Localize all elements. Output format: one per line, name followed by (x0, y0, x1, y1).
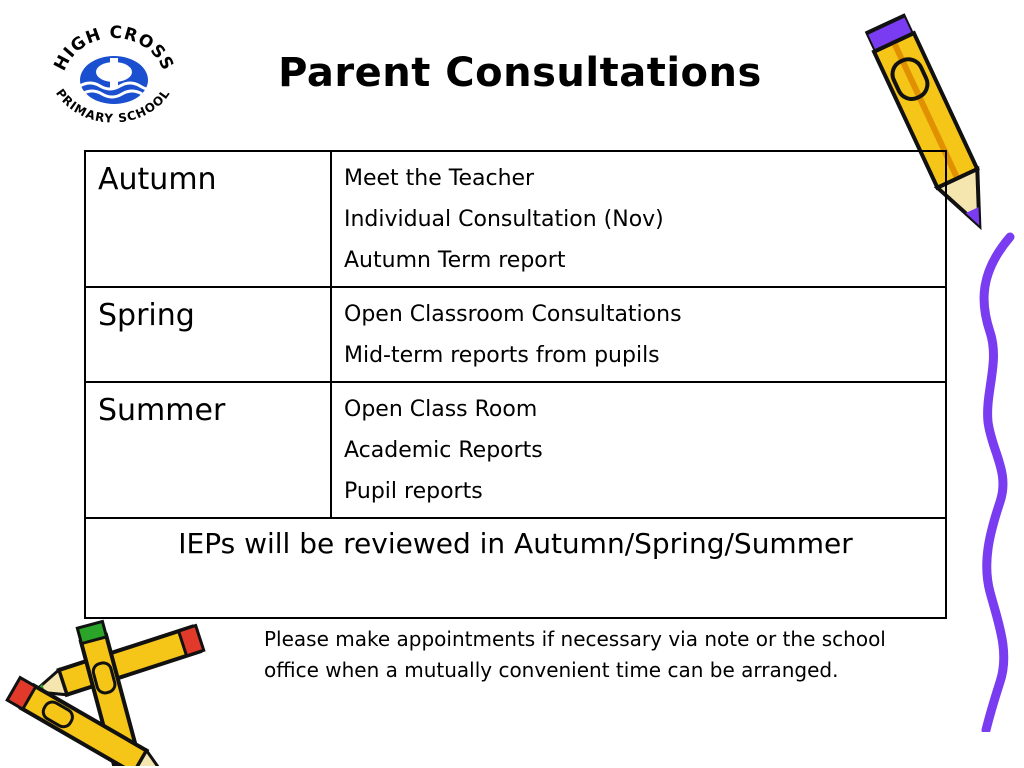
event-item: Meet the Teacher (344, 166, 535, 191)
event-item: Autumn Term report (344, 248, 566, 273)
events-cell (331, 151, 946, 287)
season-cell: Autumn (85, 151, 331, 287)
table-row (85, 518, 946, 618)
iep-review-note: IEPs will be reviewed in Autumn/Spring/Summer (85, 518, 946, 618)
events-cell (331, 287, 946, 382)
consultation-schedule-table (84, 150, 947, 619)
table-row (85, 287, 946, 382)
crossed-pencils-icon (0, 616, 210, 766)
season-cell: Summer (85, 382, 331, 518)
page-title: Parent Consultations (278, 50, 762, 96)
events-cell (331, 382, 946, 518)
decorative-squiggle (960, 232, 1020, 732)
event-item: Open Classroom Consultations (344, 302, 682, 327)
event-item: Pupil reports (344, 479, 483, 504)
event-item: Open Class Room (344, 397, 538, 422)
svg-text:HIGH CROSS: HIGH CROSS (50, 22, 178, 75)
appointment-note: Please make appointments if necessary via note or the school office when a mutually convenient time can be arranged. (264, 627, 886, 682)
season-cell: Spring (85, 287, 331, 382)
logo-emblem (80, 56, 150, 104)
table-row (85, 151, 946, 287)
event-item: Academic Reports (344, 438, 543, 463)
event-item: Mid-term reports from pupils (344, 343, 660, 368)
school-logo (44, 20, 182, 138)
table-row (85, 382, 946, 518)
svg-text:PRIMARY SCHOOL: PRIMARY SCHOOL (53, 86, 173, 126)
event-item: Individual Consultation (Nov) (344, 207, 664, 232)
